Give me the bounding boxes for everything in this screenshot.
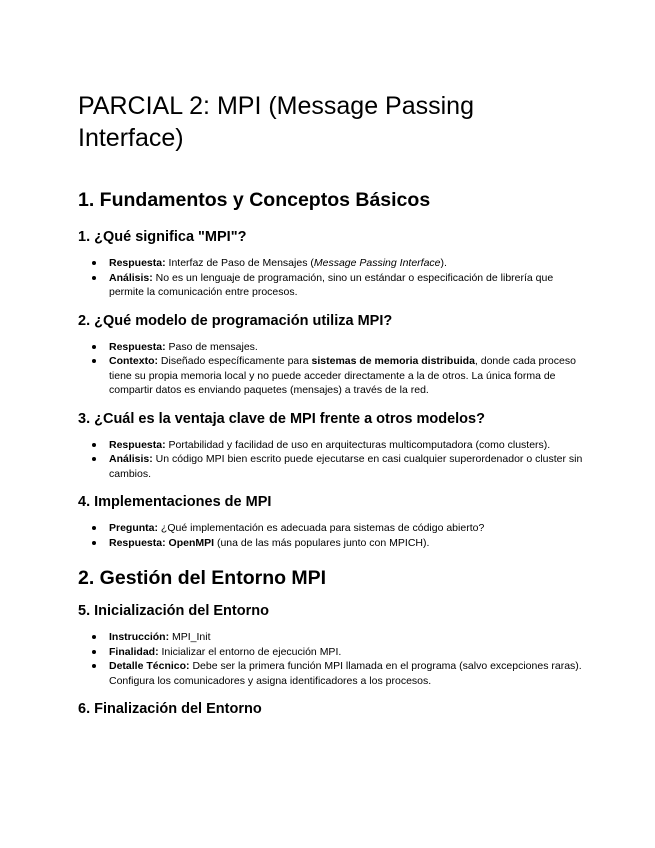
item-label: Respuesta:: [109, 438, 166, 451]
bullet-list: [78, 521, 583, 550]
item-label: Contexto:: [109, 355, 158, 367]
list-item: [78, 256, 583, 271]
section-heading: 1. Fundamentos y Conceptos Básicos: [78, 189, 431, 211]
list-item: [78, 340, 583, 355]
list-item: [78, 452, 583, 481]
item-text: MPI_Init: [169, 631, 211, 643]
bullet-list: [78, 438, 583, 482]
item-text: (una de las más populares junto con MPICH).: [214, 536, 430, 549]
item-label: Análisis:: [109, 453, 153, 465]
item-text: Debe ser la primera función MPI llamada en el programa (salvo excepciones raras). Configura los comunicadores y asigna identificadores a los procesos.: [109, 660, 582, 687]
list-item: [78, 438, 583, 453]
item-text: Inicializar el entorno de ejecución MPI.: [158, 645, 342, 658]
list-item: [78, 630, 583, 645]
list-item: [78, 354, 583, 398]
item-text: Diseñado específicamente para: [158, 355, 312, 367]
item-label: Respuesta:: [109, 536, 166, 549]
page-title: PARCIAL 2: MPI (Message Passing Interface): [78, 92, 474, 152]
item-bold: sistemas de memoria distribuida: [311, 355, 475, 367]
item-text: Interfaz de Paso de Mensajes (: [165, 257, 314, 269]
list-item: [78, 645, 583, 660]
list-item: [78, 536, 583, 551]
item-label: Instrucción:: [109, 631, 170, 643]
item-label: Respuesta:: [109, 340, 166, 353]
section-heading: 2. Gestión del Entorno MPI: [78, 567, 327, 589]
item-label: Finalidad:: [109, 645, 159, 658]
question-heading: 3. ¿Cuál es la ventaja clave de MPI frente a otros modelos?: [78, 410, 485, 427]
question-heading: 2. ¿Qué modelo de programación utiliza MPI?: [78, 312, 393, 329]
bullet-list: [78, 256, 583, 300]
item-text: ).: [440, 257, 447, 269]
item-bold: OpenMPI: [168, 536, 215, 549]
item-text: Portabilidad y facilidad de uso en arquitecturas multicomputadora (como clusters).: [165, 438, 551, 451]
item-label: Pregunta:: [109, 522, 159, 534]
question-heading: 4. Implementaciones de MPI: [78, 494, 272, 510]
question-heading: 5. Inicialización del Entorno: [78, 603, 269, 619]
bullet-list: [78, 630, 583, 688]
item-text: ¿Qué implementación es adecuada para sistemas de código abierto?: [158, 522, 485, 534]
question-heading: 1. ¿Qué significa "MPI"?: [78, 229, 247, 245]
list-item: [78, 521, 583, 536]
item-label: Detalle Técnico:: [109, 660, 190, 672]
item-italic: Message Passing Interface: [313, 257, 441, 269]
item-label: Análisis:: [109, 271, 153, 284]
bullet-list: [78, 340, 583, 398]
item-text: No es un lenguaje de programación, sino un estándar o especificación de librería que permite la comunicación entre procesos.: [109, 271, 554, 298]
list-item: [78, 271, 583, 300]
item-text: Un código MPI bien escrito puede ejecutarse en casi cualquier superordenador o cluster sin cambios.: [109, 453, 583, 480]
item-text: Paso de mensajes.: [165, 340, 258, 353]
item-label: Respuesta:: [109, 257, 166, 269]
list-item: [78, 659, 583, 688]
document-content: [78, 90, 583, 718]
item-text: , donde cada proceso tiene su propia memoria local y no puede acceder directamente a la de otros. La única forma de compartir datos es enviando paquetes (mensajes) a través de la red.: [109, 355, 576, 396]
question-heading: 6. Finalización del Entorno: [78, 701, 262, 717]
